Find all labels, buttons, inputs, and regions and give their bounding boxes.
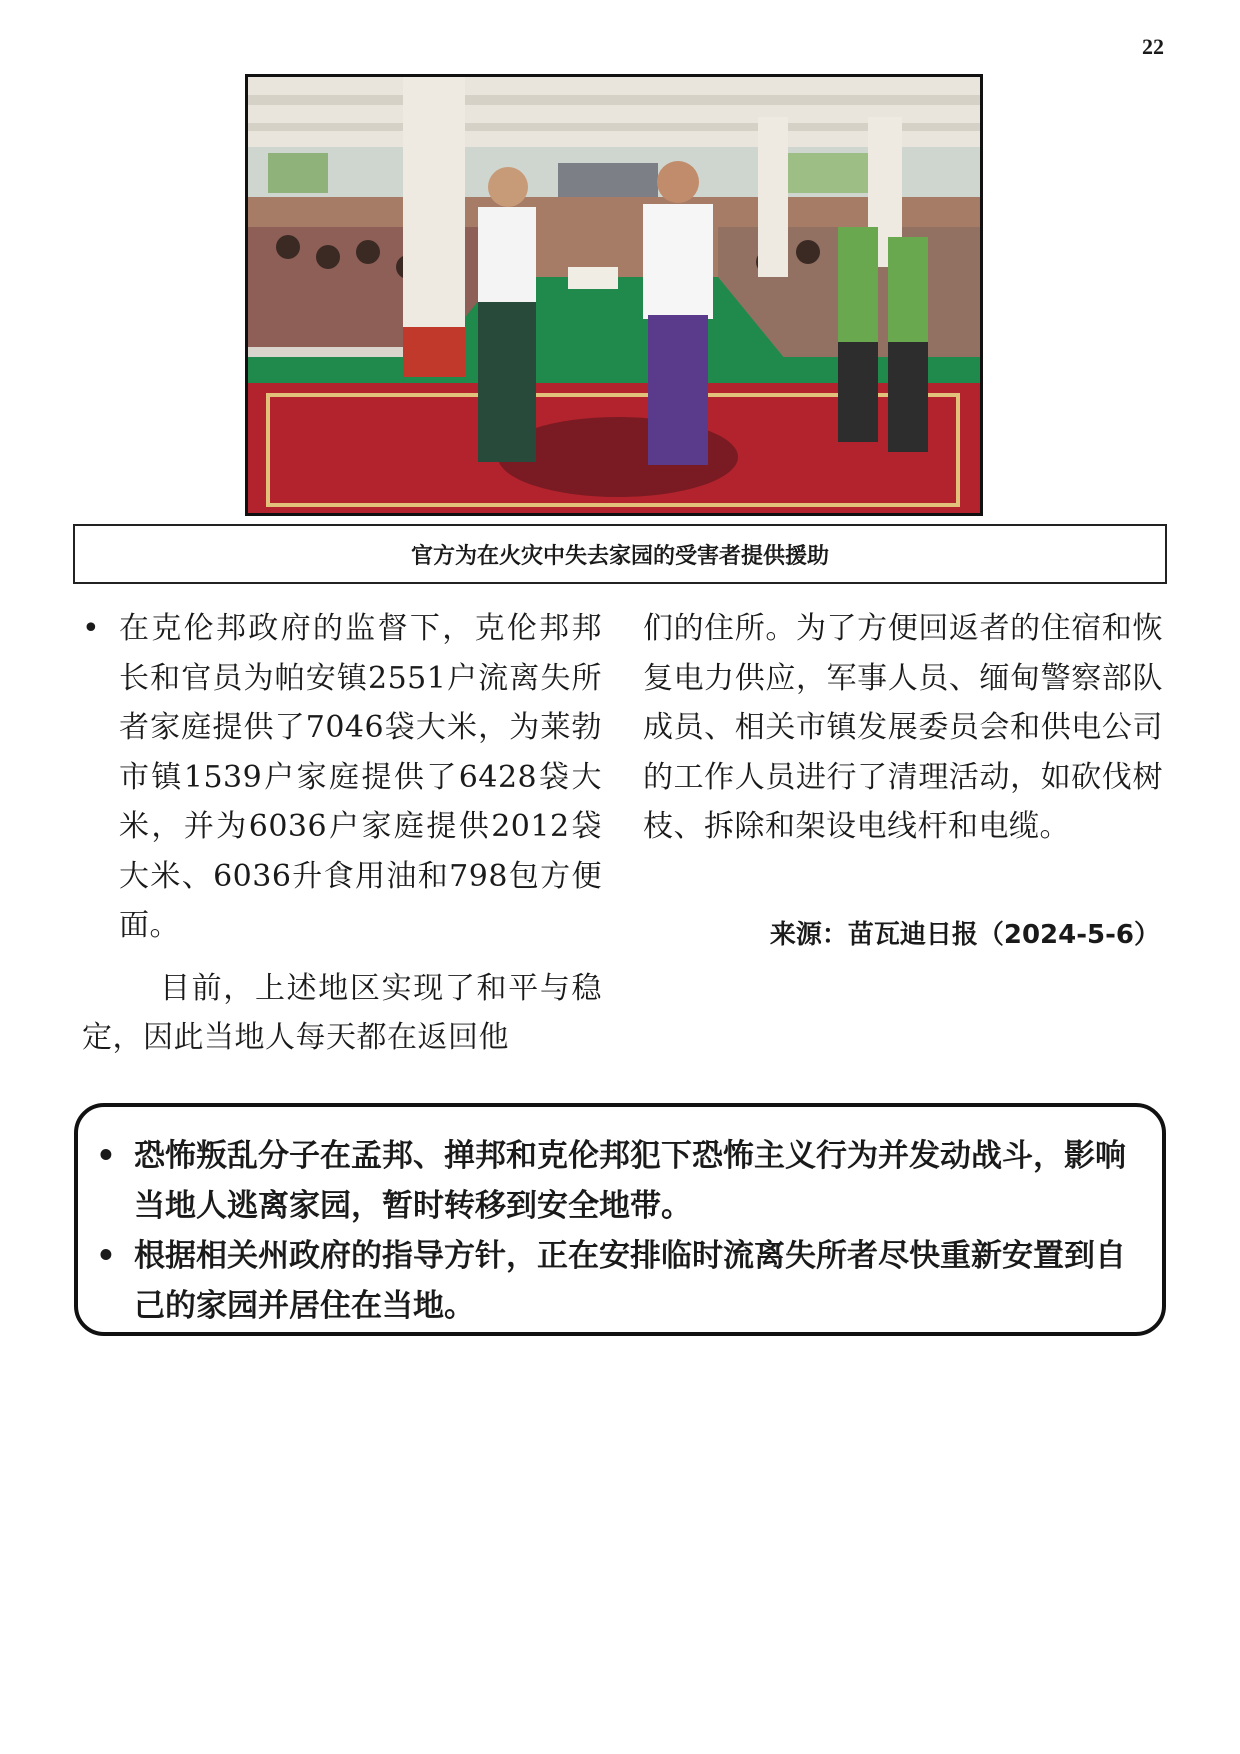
photo-caption-box [73,524,1167,584]
bullet-icon: • [82,611,101,646]
photo-caption: 官方为在火灾中失去家园的受害者提供援助 [410,543,829,569]
summary-box [74,1103,1166,1336]
bullet-paragraph [82,604,602,951]
summary-item [96,1131,1142,1231]
paragraph-cleanup: 们的住所。为了方便回返者的住宿和恢复电力供应，军事人员、缅甸警察部队成员、相关市镇发展委员会和供电公司的工作人员进行了清理活动，如砍伐树枝、拆除和架设电线杆和电缆。 [643,611,1163,844]
right-column [643,604,1163,852]
page-number: 22 [1142,34,1164,59]
bullet-paragraph-text: 在克伦邦政府的监督下，克伦邦邦长和官员为帕安镇2551户流离失所者家庭提供了7046袋大米，为莱勃市镇1539户家庭提供了6428袋大米，并为6036户家庭提供2012袋大米、6036升食用油和798包方便面。 [119,611,602,943]
source-citation: 来源：苗瓦迪日报（2024-5-6） [769,920,1160,950]
summary-item-text: 恐怖叛乱分子在孟邦、掸邦和克伦邦犯下恐怖主义行为并发动战斗，影响当地人逃离家园，暂时转移到安全地带。 [134,1138,1126,1224]
photo-ceremony-image [248,77,980,513]
summary-item [96,1231,1142,1331]
bullet-icon: • [96,1138,116,1174]
bullet-icon: • [96,1238,116,1274]
summary-item-text: 根据相关州政府的指导方针，正在安排临时流离失所者尽快重新安置到自己的家园并居住在当地。 [134,1238,1126,1324]
news-photo [245,74,983,516]
left-column [82,604,602,1063]
paragraph-peace: 目前，上述地区实现了和平与稳定，因此当地人每天都在返回他 [82,970,602,1055]
